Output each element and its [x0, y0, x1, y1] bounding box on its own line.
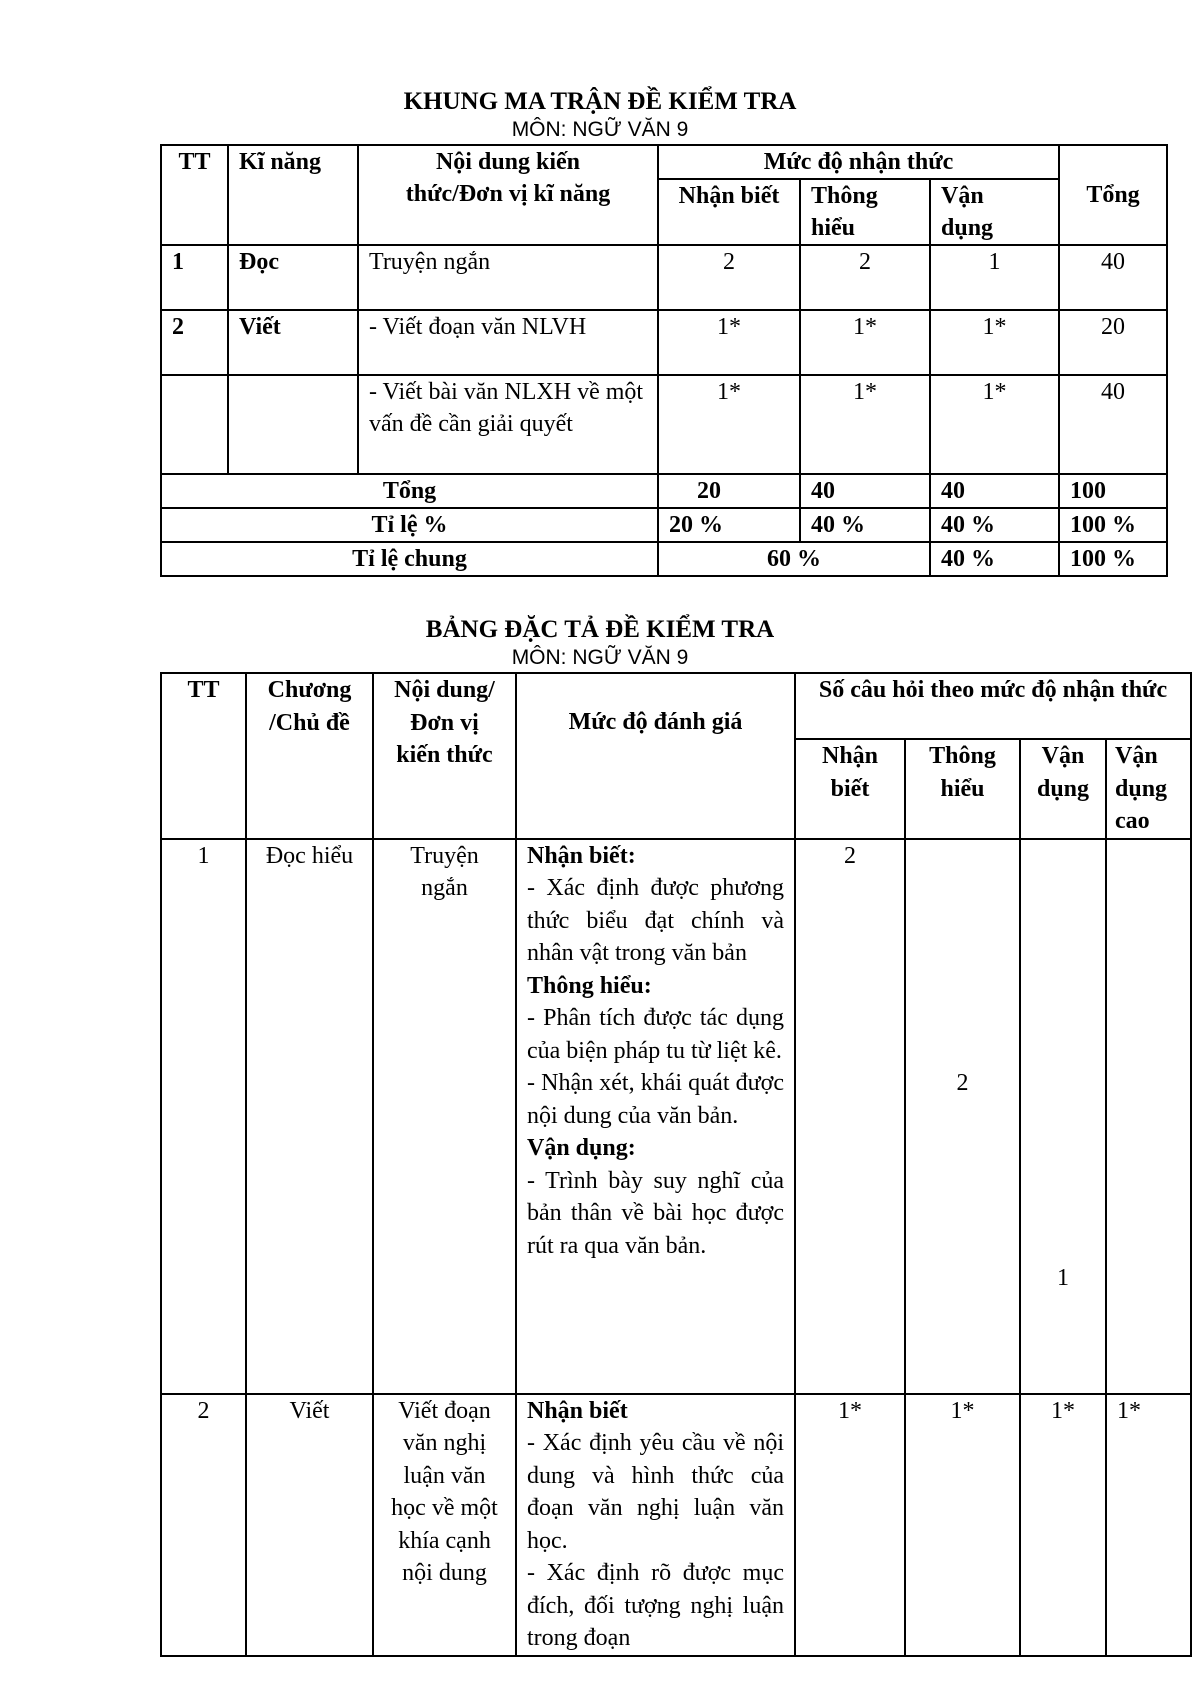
- matrix-sum-apply: 40: [930, 474, 1059, 508]
- matrix-row: [161, 310, 1167, 375]
- matrix-cell-tt: 2: [161, 310, 228, 375]
- matrix-subtitle: MÔN: NGỮ VĂN 9: [511, 118, 689, 141]
- matrix-header-recognize: Nhận biết: [658, 179, 800, 245]
- matrix-sum-row: [161, 474, 1167, 508]
- matrix-table: [160, 144, 1168, 577]
- spec-apply-heading: Vận dụng:: [527, 1135, 636, 1161]
- matrix-cell-understand: 1*: [800, 375, 930, 474]
- spec-cell-tt: 2: [161, 1394, 246, 1656]
- spec-cell-evaluation: [516, 839, 795, 1394]
- matrix-cell-content: Truyện ngắn: [358, 245, 658, 310]
- matrix-header-content-line1: Nội dung kiến: [435, 149, 581, 175]
- spec-header-question-group: Số câu hỏi theo mức độ nhận thức: [795, 673, 1191, 739]
- matrix-cell-content: - Viết bài văn NLXH về một vấn đề cần giải quyết: [358, 375, 658, 474]
- spec-apply-text: - Trình bày suy nghĩ của bản thân về bài học được rút ra qua văn bản.: [527, 1167, 784, 1259]
- matrix-cell-tt: 1: [161, 245, 228, 310]
- spec-cell-understand: 2: [905, 839, 1020, 1394]
- matrix-common-recognize-understand: 60 %: [658, 542, 930, 576]
- spec-header-chapter: [246, 673, 373, 839]
- matrix-cell-total: 20: [1059, 310, 1167, 375]
- matrix-title: KHUNG MA TRẬN ĐỀ KIỂM TRA: [403, 88, 797, 115]
- matrix-cell-apply: 1: [930, 245, 1059, 310]
- spec-cell-apply-high: [1106, 839, 1191, 1394]
- spec-header-apply-high: Vận dụng cao: [1106, 739, 1191, 839]
- matrix-sum-label: Tổng: [161, 474, 658, 508]
- spec-cell-understand: 1*: [905, 1394, 1020, 1656]
- spec-recognize-text-2: - Xác định rõ được mục đích, đối tượng nghị luận trong đoạn: [527, 1560, 784, 1651]
- matrix-cell-tt: [161, 375, 228, 474]
- spec-subtitle: MÔN: NGỮ VĂN 9: [511, 646, 689, 669]
- matrix-sum-understand: 40: [800, 474, 930, 508]
- spec-cell-recognize: 2: [795, 839, 905, 1394]
- matrix-common-apply: 40 %: [930, 542, 1059, 576]
- matrix-header-tt: TT: [161, 145, 228, 245]
- matrix-header-level-group: Mức độ nhận thức: [658, 145, 1059, 179]
- spec-cell-content: Truyện ngắn: [373, 839, 516, 1394]
- spec-header-tt: TT: [161, 673, 246, 839]
- spec-header-content-line2: Đơn vị: [410, 709, 479, 736]
- matrix-common-label: Tỉ lệ chung: [161, 542, 658, 576]
- spec-header-content: [373, 673, 516, 839]
- matrix-header-total: Tổng: [1059, 145, 1167, 245]
- spec-header-chapter-line2: /Chủ đề: [269, 709, 350, 736]
- matrix-cell-skill: Viết: [228, 310, 358, 375]
- matrix-cell-skill: Đọc: [228, 245, 358, 310]
- matrix-cell-understand: 1*: [800, 310, 930, 375]
- spec-recognize-text: - Xác định được phương thức biểu đạt chính và nhân vật trong văn bản: [527, 875, 784, 966]
- matrix-header-understand-line1: Thông: [811, 183, 878, 209]
- matrix-ratio-row: [161, 508, 1167, 542]
- spec-cell-recognize: 1*: [795, 1394, 905, 1656]
- matrix-cell-apply: 1*: [930, 375, 1059, 474]
- spec-cell-chapter: Viết: [246, 1394, 373, 1656]
- matrix-header-apply: [930, 179, 1059, 245]
- spec-cell-apply: 1: [1020, 839, 1106, 1394]
- matrix-ratio-apply: 40 %: [930, 508, 1059, 542]
- spec-understand-text-2: - Nhận xét, khái quát được nội dung của văn bản.: [527, 1070, 784, 1129]
- spec-cell-apply: 1*: [1020, 1394, 1106, 1656]
- spec-table: [160, 672, 1192, 1657]
- spec-recognize-heading: Nhận biết:: [527, 842, 636, 869]
- matrix-header-content: [358, 145, 658, 245]
- spec-cell-chapter: Đọc hiểu: [246, 839, 373, 1394]
- matrix-cell-recognize: 1*: [658, 375, 800, 474]
- matrix-cell-content: - Viết đoạn văn NLVH: [358, 310, 658, 375]
- matrix-cell-apply: 1*: [930, 310, 1059, 375]
- spec-header-evaluation: Mức độ đánh giá: [516, 673, 795, 839]
- spec-header-content-line1: Nội dung/: [394, 677, 495, 703]
- matrix-ratio-recognize: 20 %: [658, 508, 800, 542]
- spec-row: [161, 1394, 1191, 1656]
- matrix-common-row: [161, 542, 1167, 576]
- spec-title: BẢNG ĐẶC TẢ ĐỀ KIỂM TRA: [425, 616, 775, 643]
- spec-header-apply: Vận dụng: [1020, 739, 1106, 839]
- matrix-cell-total: 40: [1059, 375, 1167, 474]
- matrix-sum-total: 100: [1059, 474, 1167, 508]
- matrix-cell-recognize: 2: [658, 245, 800, 310]
- matrix-header-apply-line2: dụng: [941, 215, 994, 241]
- spec-recognize-heading: Nhận biết: [527, 1397, 628, 1424]
- matrix-ratio-total: 100 %: [1059, 508, 1167, 542]
- spec-header-chapter-line1: Chương: [267, 677, 352, 703]
- matrix-common-total: 100 %: [1059, 542, 1167, 576]
- spec-cell-tt: 1: [161, 839, 246, 1394]
- matrix-header-skill: Kĩ năng: [228, 145, 358, 245]
- matrix-row: [161, 245, 1167, 310]
- spec-cell-apply-high: 1*: [1106, 1394, 1191, 1656]
- matrix-header-apply-line1: Vận: [941, 183, 984, 209]
- spec-header-content-line3: kiến thức: [396, 742, 493, 768]
- matrix-sum-recognize: 20: [658, 474, 800, 508]
- spec-understand-text-1: - Phân tích được tác dụng của biện pháp tu từ liệt kê.: [527, 1005, 784, 1064]
- spec-understand-heading: Thông hiểu:: [527, 972, 652, 999]
- matrix-row: [161, 375, 1167, 474]
- matrix-header-understand-line2: hiểu: [811, 215, 856, 241]
- matrix-cell-recognize: 1*: [658, 310, 800, 375]
- matrix-cell-skill: [228, 375, 358, 474]
- matrix-cell-total: 40: [1059, 245, 1167, 310]
- matrix-cell-understand: 2: [800, 245, 930, 310]
- spec-row: [161, 839, 1191, 1394]
- spec-cell-content: Viết đoạn văn nghị luận văn học về một khía cạnh nội dung: [373, 1394, 516, 1656]
- spec-header-recognize: Nhận biết: [795, 739, 905, 839]
- spec-recognize-text-1: - Xác định yêu cầu về nội dung và hình thức của đoạn văn nghị luận văn học.: [527, 1430, 784, 1554]
- spec-cell-evaluation: [516, 1394, 795, 1656]
- matrix-header-content-line2: thức/Đơn vị kĩ năng: [405, 181, 611, 207]
- matrix-ratio-understand: 40 %: [800, 508, 930, 542]
- matrix-ratio-label: Tỉ lệ %: [161, 508, 658, 542]
- spec-header-understand: Thông hiểu: [905, 739, 1020, 839]
- matrix-header-understand: [800, 179, 930, 245]
